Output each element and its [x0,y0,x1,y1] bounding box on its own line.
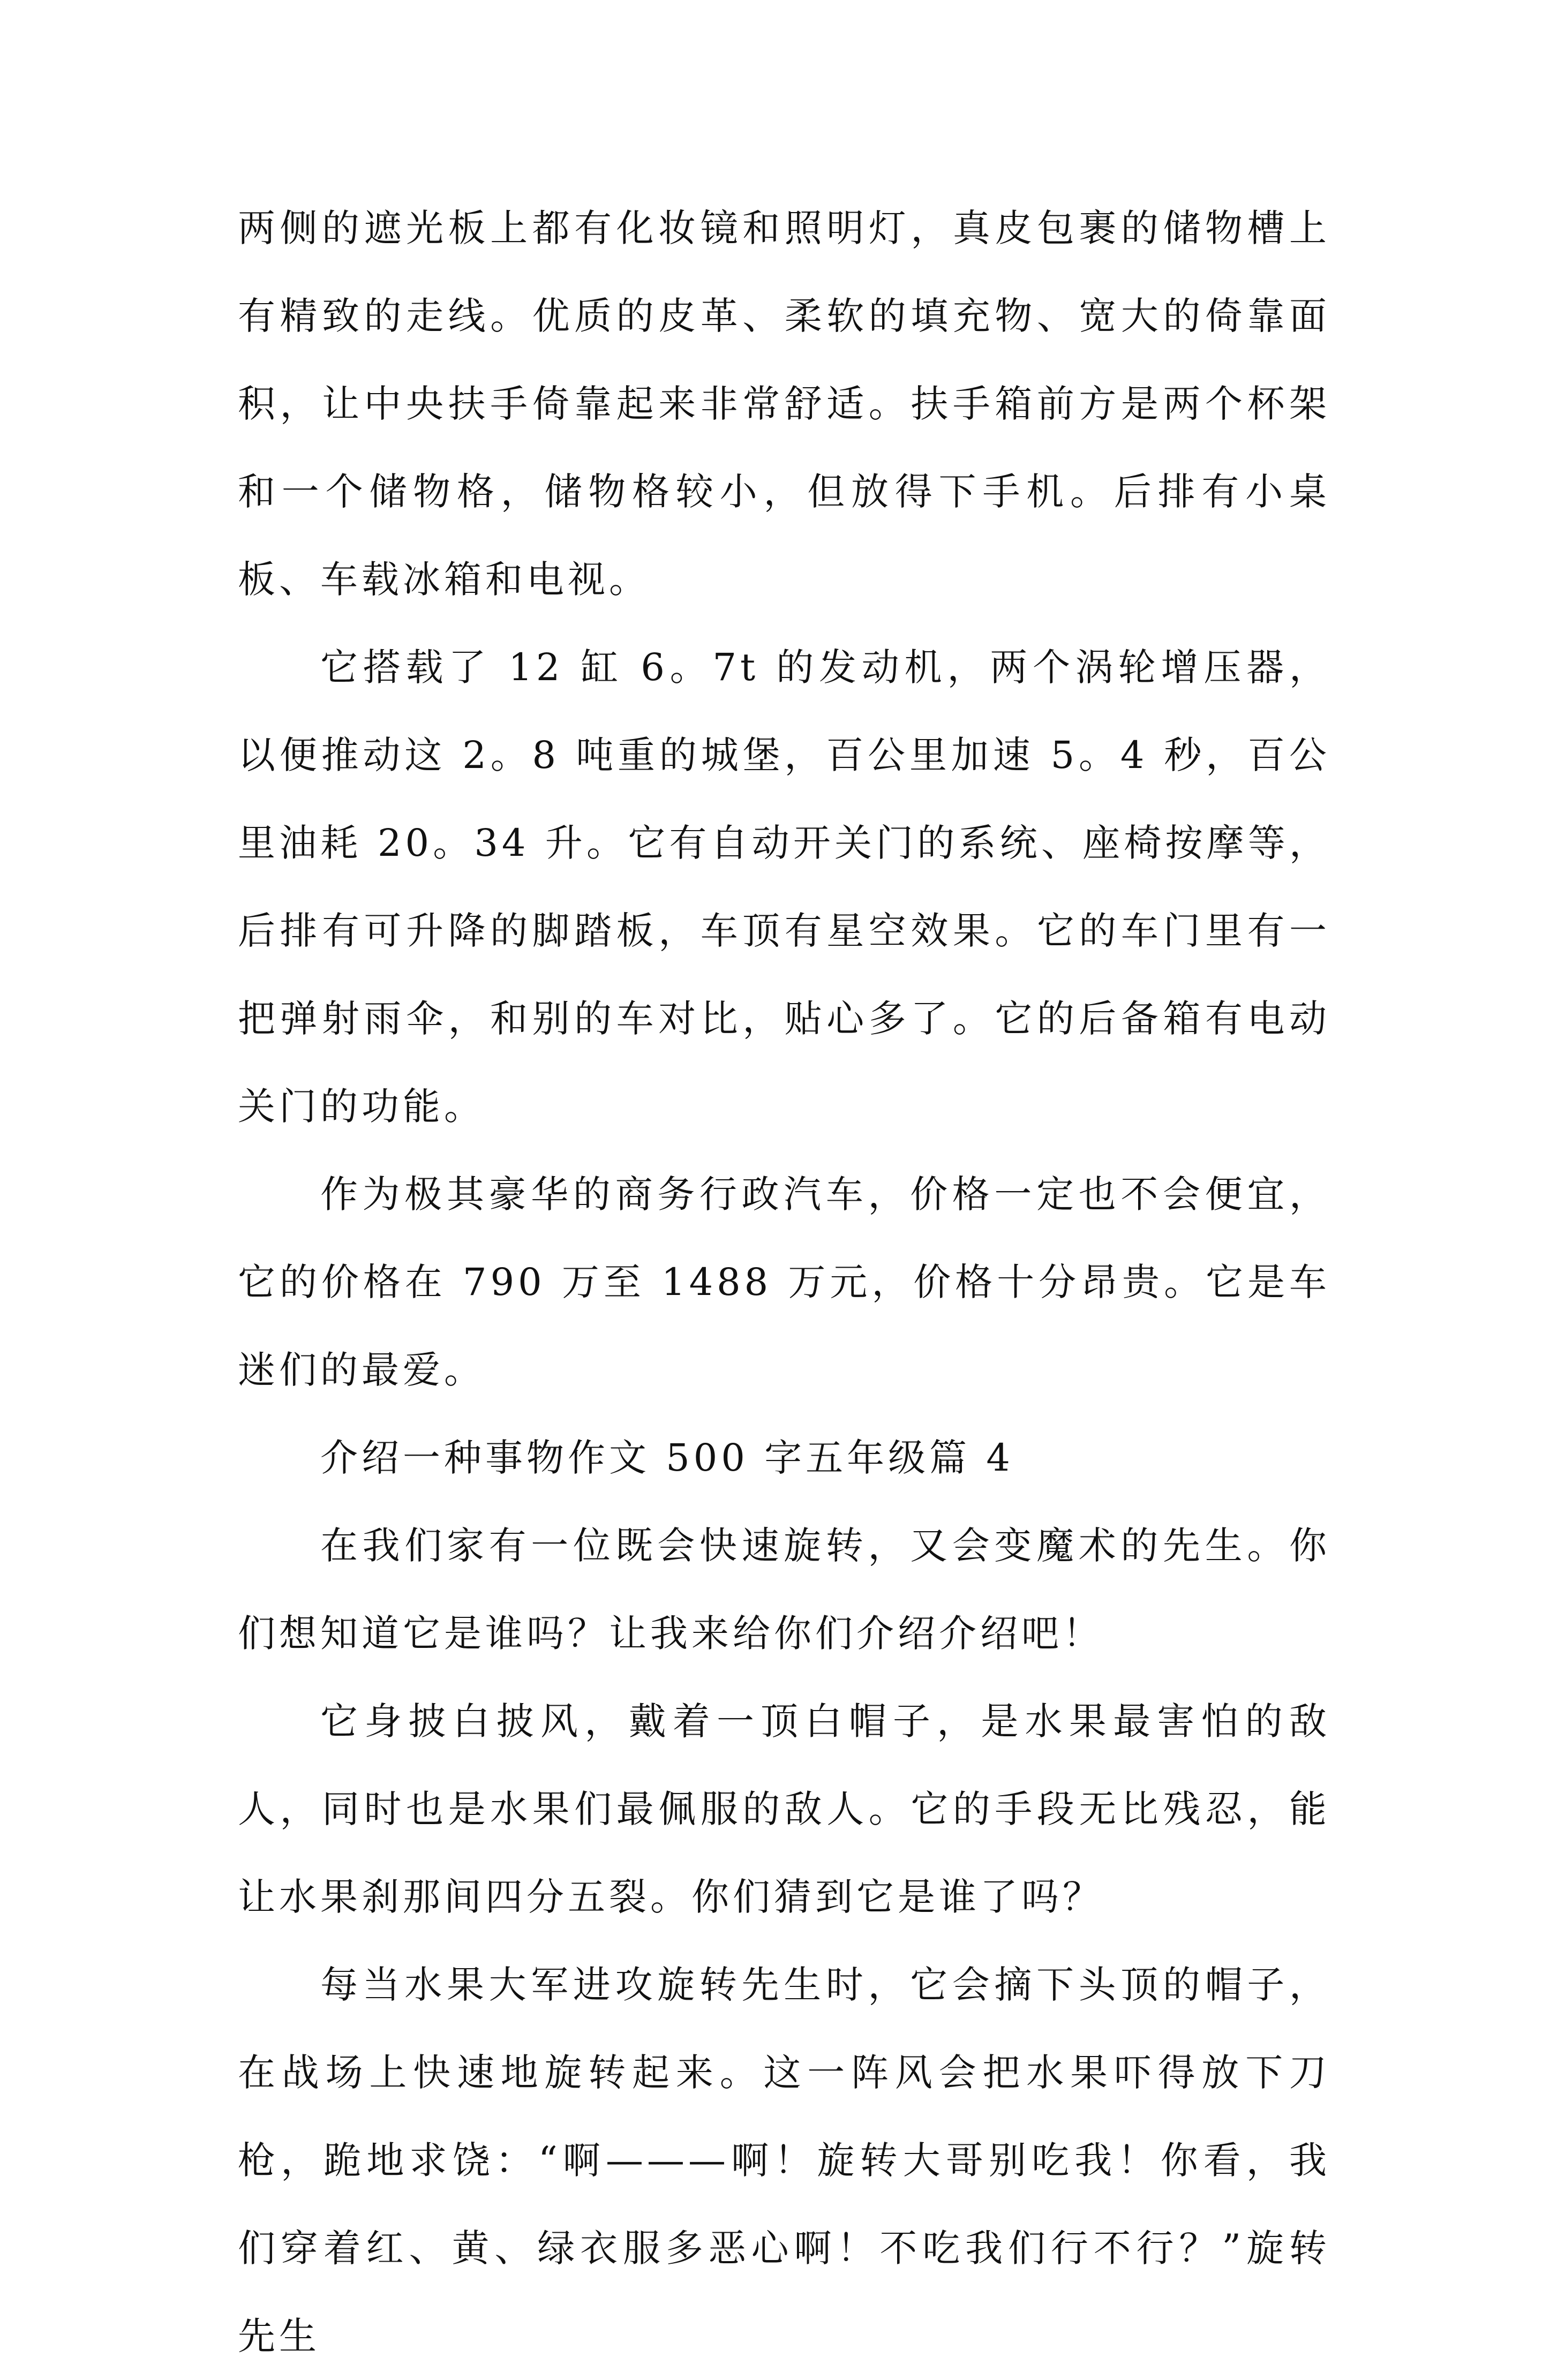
paragraph-1: 两侧的遮光板上都有化妆镜和照明灯，真皮包裹的储物槽上有精致的走线。优质的皮革、柔软的填充物、宽大的倚靠面积，让中央扶手倚靠起来非常舒适。扶手箱前方是两个杯架和一个储物格，储物格较小，但放得下手机。后排有小桌板、车载冰箱和电视。 [238,206,1330,601]
section-paragraph-3: 每当水果大军进攻旋转先生时，它会摘下头顶的帽子，在战场上快速地旋转起来。这一阵风会把水果吓得放下刀枪，跪地求饶：“啊———啊！旋转大哥别吃我！你看，我们穿着红、黄、绿衣服多恶心啊！不吃我们行不行？”旋转先生 [238,1963,1330,2358]
section-paragraph-2: 它身披白披风，戴着一顶白帽子，是水果最害怕的敌人，同时也是水果们最佩服的敌人。它的手段无比残忍，能让水果刹那间四分五裂。你们猜到它是谁了吗？ [238,1699,1330,1919]
paragraph-3: 作为极其豪华的商务行政汽车，价格一定也不会便宜，它的价格在 790 万至 1488 万元，价格十分昂贵。它是车迷们的最爱。 [238,1172,1330,1392]
section-heading: 介绍一种事物作文 500 字五年级篇 4 [320,1436,1014,1480]
document-body [238,184,1330,2380]
paragraph-2: 它搭载了 12 缸 6。7t 的发动机，两个涡轮增压器，以便推动这 2。8 吨重的城堡，百公里加速 5。4 秒，百公里油耗 20。34 升。它有自动开关门的系统、座椅按摩等，后排有可升降的脚踏板，车顶有星空效果。它的车门里有一把弹射雨伞，和别的车对比，贴心多了。它的后备箱有电动关门的功能。 [238,645,1330,1128]
section-paragraph-1: 在我们家有一位既会快速旋转，又会变魔术的先生。你们想知道它是谁吗？让我来给你们介绍介绍吧！ [238,1524,1330,1655]
